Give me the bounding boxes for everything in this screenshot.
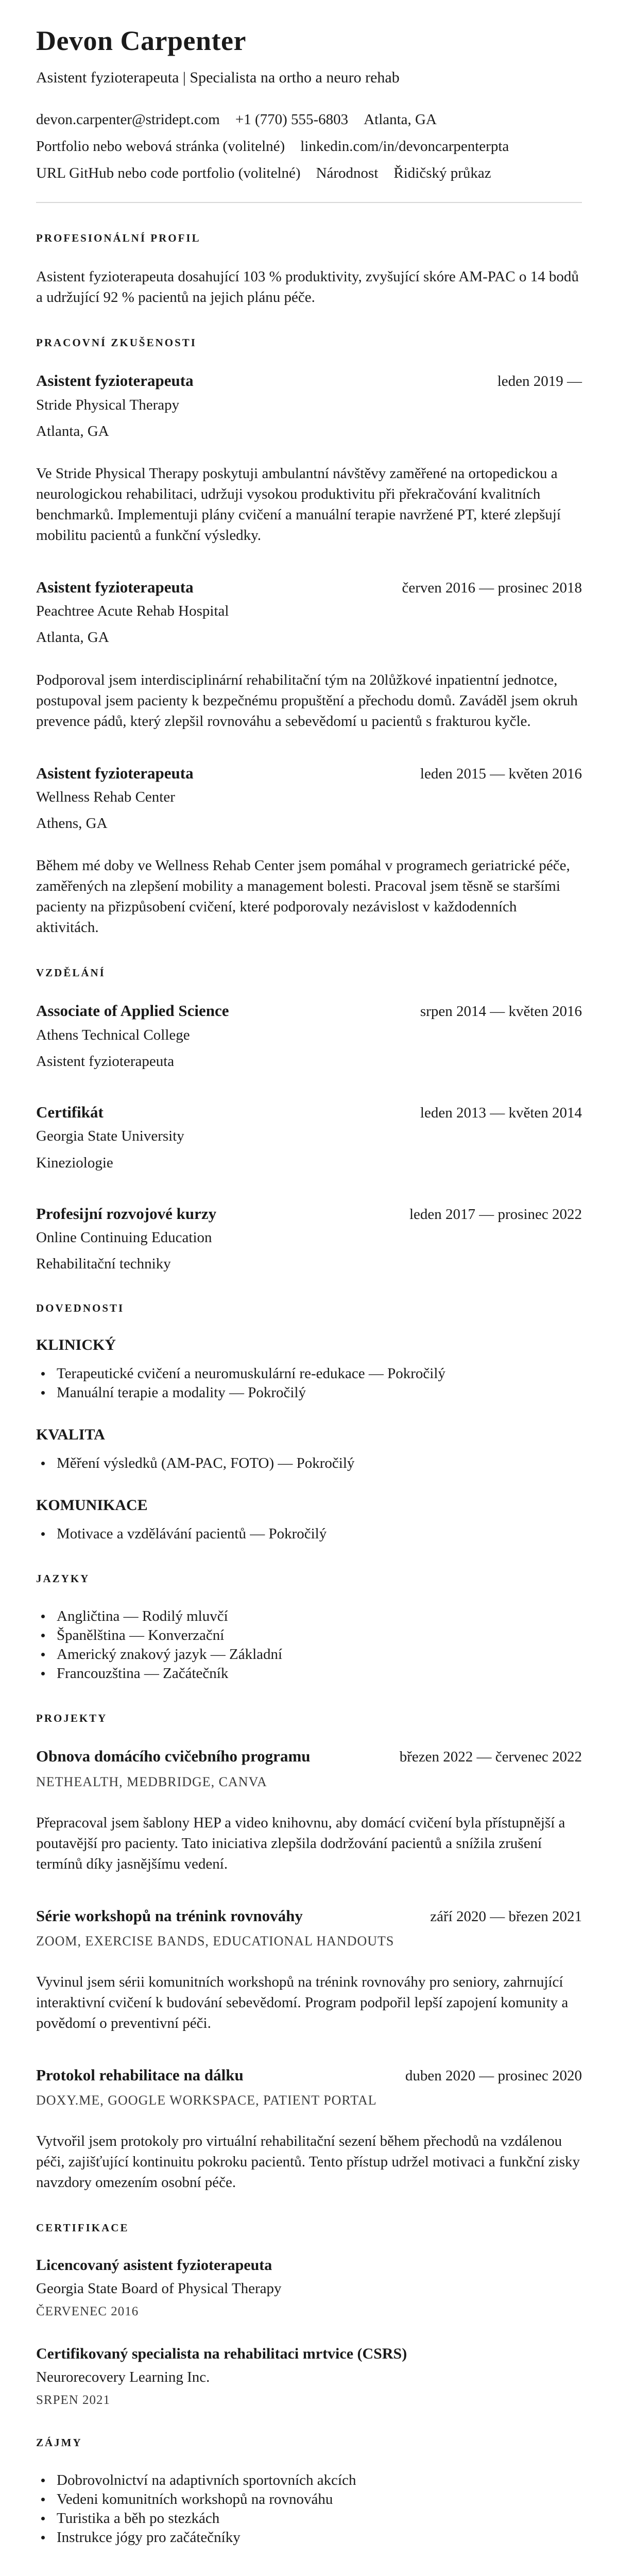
project-dates: duben 2020 — prosinec 2020 — [405, 2067, 582, 2084]
edu-entry — [36, 1001, 582, 1071]
project-entry — [36, 1747, 582, 1874]
job-location: Atlanta, GA — [36, 629, 109, 646]
interest-item — [36, 2509, 582, 2528]
skill-item-text: Motivace a vzdělávání pacientů — Pokročilý — [57, 1526, 327, 1543]
project-description: Vyvinul jsem sérii komunitních workshopů na trénink rovnováhy pro seniory, zahrnující interaktivní cvičení k budování sebevědomí. Program podpořil lepší zapojení komunity a povědomí o preventivní péči. — [36, 1973, 569, 2031]
job-entry-header — [36, 578, 582, 597]
job-company: Wellness Rehab Center — [36, 788, 175, 805]
cert-org: Neurorecovery Learning Inc. — [36, 2369, 210, 2386]
skill-item — [36, 1524, 582, 1544]
edu-dates: leden 2013 — květen 2014 — [420, 1105, 582, 1122]
job-location: Athens, GA — [36, 815, 108, 832]
skill-item-text: Terapeutické cvičení a neuromuskulární re-edukace — Pokročilý — [57, 1365, 445, 1382]
edu-school: Athens Technical College — [36, 1026, 190, 1043]
contact-row-links — [36, 137, 582, 156]
profile-text: Asistent fyzioterapeuta dosahující 103 % produktivity, zvyšující skóre AM-PAC o 14 bodů a udržující 92 % pacientů na jejich plánu péče. — [36, 268, 579, 306]
project-entry-header — [36, 2065, 582, 2084]
skill-item — [36, 1454, 582, 1473]
skill-group-title: KOMUNIKACE — [36, 1497, 148, 1514]
edu-field: Asistent fyzioterapeuta — [36, 1053, 175, 1070]
headline: Asistent fyzioterapeuta | Specialista na ortho a neuro rehab — [36, 69, 400, 87]
name-heading: Devon Carpenter — [36, 25, 246, 56]
skill-item — [36, 1364, 582, 1383]
section-heading-certifications: CERTIFIKACE — [36, 2222, 129, 2234]
section-heading-education: VZDĚLÁNÍ — [36, 967, 106, 979]
bullet-icon — [41, 1391, 45, 1395]
edu-title: Associate of Applied Science — [36, 1002, 229, 1020]
job-entry — [36, 764, 582, 938]
project-entry-header — [36, 1747, 582, 1766]
language-list — [36, 1607, 582, 1683]
section-heading-interests: ZÁJMY — [36, 2436, 82, 2449]
edu-school: Georgia State University — [36, 1128, 184, 1145]
bullet-icon — [41, 1615, 45, 1618]
interest-item-text: Dobrovolnictví na adaptivních sportovních akcích — [57, 2472, 356, 2489]
project-title: Protokol rehabilitace na dálku — [36, 2065, 244, 2084]
nationality-text: Národnost — [316, 165, 379, 182]
section-skills — [36, 1302, 582, 1544]
interest-item — [36, 2528, 582, 2547]
skill-list — [36, 1364, 582, 1402]
skill-item — [36, 1383, 582, 1402]
cert-title: Licencovaný asistent fyzioterapeuta — [36, 2257, 272, 2274]
bullet-icon — [41, 1372, 45, 1376]
skill-item-text: Měření výsledků (AM-PAC, FOTO) — Pokročilý — [57, 1455, 355, 1472]
language-item-text: Angličtina — Rodilý mluvčí — [57, 1608, 228, 1625]
section-heading-profile: PROFESIONÁLNÍ PROFIL — [36, 232, 201, 245]
edu-field: Rehabilitační techniky — [36, 1256, 171, 1273]
bullet-icon — [41, 2517, 45, 2520]
edu-title: Certifikát — [36, 1103, 104, 1122]
cert-org: Georgia State Board of Physical Therapy — [36, 2280, 282, 2297]
resume-header — [36, 25, 582, 203]
project-tools: DOXY.ME, GOOGLE WORKSPACE, PATIENT PORTAL — [36, 2093, 377, 2108]
edu-field: Kineziologie — [36, 1154, 113, 1171]
skill-group-title: KLINICKÝ — [36, 1336, 116, 1354]
job-entry — [36, 371, 582, 546]
bullet-icon — [41, 2479, 45, 2482]
project-description: Přepracoval jsem šablony HEP a video knihovnu, aby domácí cvičení byla přístupnější a poutavější pro pacienty. Tato iniciativa zlepšila dodržování pacientů a snížila zrušení termínů díky jasnějšímu vedení. — [36, 1814, 565, 1872]
edu-title: Profesijní rozvojové kurzy — [36, 1204, 217, 1223]
edu-entry-header — [36, 1001, 582, 1020]
project-title: Obnova domácího cvičebního programu — [36, 1747, 311, 1766]
interest-item-text: Vedeni komunitních workshopů na rovnováhu — [57, 2491, 333, 2508]
project-dates: září 2020 — březen 2021 — [430, 1908, 582, 1925]
section-education — [36, 967, 582, 1273]
skill-list — [36, 1454, 582, 1473]
job-entry-header — [36, 371, 582, 390]
project-tools: ZOOM, EXERCISE BANDS, EDUCATIONAL HANDOUTS — [36, 1933, 394, 1948]
section-heading-languages: JAZYKY — [36, 1572, 90, 1585]
bullet-icon — [41, 2536, 45, 2539]
language-item — [36, 1607, 582, 1626]
job-description: Ve Stride Physical Therapy poskytuji ambulantní návštěvy zaměřené na ortopedickou a neurologickou rehabilitaci, udržuji vysokou produktivitu při překračování kvalitních benchmarků. Implementuji plány cvičení a manuální terapie navržené PT, které zlepšují mobilitu pacientů a funkční výsledky. — [36, 465, 561, 544]
bullet-icon — [41, 1462, 45, 1465]
job-description: Podporoval jsem interdisciplinární rehabilitační tým na 20lůžkové inpatientní jednotce, postupoval jsem pacienty k bezpečnému propuštění a přechodu domů. Zaváděl jsem okruh prevence pádů, který zlepšil rovnováhu a sebevědomí u pacientů s frakturou kyčle. — [36, 671, 578, 730]
project-tools: NETHEALTH, MEDBRIDGE, CANVA — [36, 1774, 267, 1789]
job-title: Asistent fyzioterapeuta — [36, 371, 194, 390]
job-dates: červen 2016 — prosinec 2018 — [402, 580, 582, 597]
section-heading-skills: DOVEDNOSTI — [36, 1302, 125, 1315]
job-title: Asistent fyzioterapeuta — [36, 764, 194, 782]
skill-item-text: Manuální terapie a modality — Pokročilý — [57, 1384, 306, 1401]
contact-row-primary — [36, 110, 582, 129]
edu-dates: leden 2017 — prosinec 2022 — [409, 1206, 582, 1223]
license-text: Řidičský průkaz — [393, 165, 491, 182]
section-experience — [36, 336, 582, 938]
header-divider — [36, 202, 582, 203]
cert-entry — [36, 2256, 582, 2319]
edu-entry — [36, 1204, 582, 1274]
project-entry-header — [36, 1906, 582, 1925]
section-heading-projects: PROJEKTY — [36, 1712, 108, 1725]
edu-entry — [36, 1103, 582, 1172]
edu-entry-header — [36, 1103, 582, 1122]
cert-date: ČERVENEC 2016 — [36, 2304, 139, 2319]
bullet-icon — [41, 1653, 45, 1656]
language-item-text: Francouzština — Začátečník — [57, 1665, 229, 1682]
job-dates: leden 2015 — květen 2016 — [420, 765, 582, 782]
contact-row-extra — [36, 164, 582, 182]
job-dates: leden 2019 — — [497, 373, 582, 390]
email-text: devon.carpenter@stridept.com — [36, 111, 220, 128]
interest-item-text: Turistika a běh po stezkách — [57, 2510, 220, 2527]
bullet-icon — [41, 2498, 45, 2501]
project-entry — [36, 1906, 582, 2033]
bullet-icon — [41, 1634, 45, 1637]
language-item — [36, 1645, 582, 1664]
language-item — [36, 1664, 582, 1683]
portfolio-text: Portfolio nebo webová stránka (volitelné) — [36, 138, 285, 155]
location-text: Atlanta, GA — [364, 111, 437, 128]
bullet-icon — [41, 1532, 45, 1536]
job-entry-header — [36, 764, 582, 783]
job-location: Atlanta, GA — [36, 422, 109, 439]
job-description: Během mé doby ve Wellness Rehab Center jsem pomáhal v programech geriatrické péče, zaměřených na zlepšení mobility a management bolesti. Pracoval jsem těsně se staršími pacienty na přizpůsobení cvičení, které podporovaly nezávislost v každodenních aktivitách. — [36, 857, 570, 936]
interest-item-text: Instrukce jógy pro začátečníky — [57, 2529, 241, 2546]
project-title: Série workshopů na trénink rovnováhy — [36, 1906, 303, 1925]
bullet-icon — [41, 1672, 45, 1675]
section-certifications — [36, 2222, 582, 2408]
skill-list — [36, 1524, 582, 1544]
edu-dates: srpen 2014 — květen 2016 — [420, 1003, 582, 1020]
project-description: Vytvořil jsem protokoly pro virtuální rehabilitační sezení během přechodů na vzdálenou péči, zajišťující kontinuitu pokroku pacientů. Tento přístup udržel motivaci a funkční zisky navzdory omezením osobní péče. — [36, 2133, 580, 2191]
cert-date: SRPEN 2021 — [36, 2393, 111, 2408]
phone-text: +1 (770) 555-6803 — [235, 111, 349, 128]
github-text: URL GitHub nebo code portfolio (volitelné) — [36, 165, 301, 182]
section-profile — [36, 232, 582, 308]
interest-item — [36, 2490, 582, 2509]
section-interests — [36, 2436, 582, 2547]
language-item-text: Španělština — Konverzační — [57, 1627, 225, 1644]
language-item-text: Americký znakový jazyk — Základní — [57, 1646, 283, 1663]
edu-school: Online Continuing Education — [36, 1229, 212, 1246]
section-languages — [36, 1572, 582, 1683]
job-title: Asistent fyzioterapeuta — [36, 578, 194, 597]
language-item — [36, 1626, 582, 1645]
job-company: Peachtree Acute Rehab Hospital — [36, 603, 229, 620]
interest-item — [36, 2471, 582, 2490]
edu-entry-header — [36, 1204, 582, 1223]
project-entry — [36, 2065, 582, 2193]
job-company: Stride Physical Therapy — [36, 396, 180, 413]
project-dates: březen 2022 — červenec 2022 — [399, 1749, 582, 1766]
section-projects — [36, 1712, 582, 2193]
interest-list — [36, 2471, 582, 2547]
skill-group-title: KVALITA — [36, 1426, 105, 1444]
cert-title: Certifikovaný specialista na rehabilitaci mrtvice (CSRS) — [36, 2345, 407, 2363]
linkedin-text: linkedin.com/in/devoncarpenterpta — [300, 138, 509, 155]
section-heading-experience: PRACOVNÍ ZKUŠENOSTI — [36, 336, 197, 349]
job-entry — [36, 578, 582, 732]
cert-entry — [36, 2345, 582, 2408]
